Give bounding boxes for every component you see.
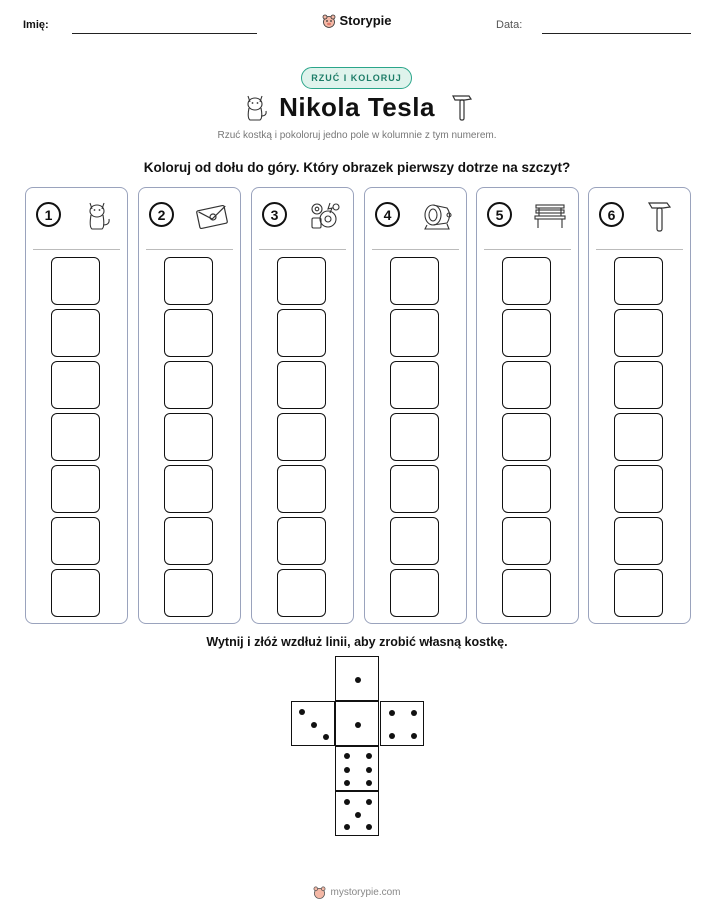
color-cell[interactable] <box>502 257 551 305</box>
date-label: Data: <box>496 19 523 31</box>
color-cell[interactable] <box>502 361 551 409</box>
dice-pip <box>344 780 350 786</box>
color-cell[interactable] <box>614 465 663 513</box>
color-cell[interactable] <box>164 569 213 617</box>
dice-pip <box>411 733 417 739</box>
color-cell[interactable] <box>51 257 100 305</box>
column-divider <box>146 249 233 250</box>
color-cell[interactable] <box>390 465 439 513</box>
dice-face-5 <box>335 791 379 836</box>
dice-pip <box>366 824 372 830</box>
color-cell[interactable] <box>614 257 663 305</box>
dice-face-4 <box>380 701 424 746</box>
question-heading: Koloruj od dołu do góry. Który obrazek pierwszy dotrze na szczyt? <box>143 160 571 175</box>
activity-badge: RZUĆ I KOLORUJ <box>301 67 412 89</box>
column-number: 1 <box>36 202 61 227</box>
color-cell[interactable] <box>390 361 439 409</box>
color-cell[interactable] <box>51 569 100 617</box>
bench-icon <box>533 198 567 239</box>
color-cell[interactable] <box>502 569 551 617</box>
column-3 <box>251 187 354 624</box>
color-cell[interactable] <box>614 517 663 565</box>
color-cell[interactable] <box>390 309 439 357</box>
column-divider <box>259 249 346 250</box>
dice-pip <box>366 753 372 759</box>
column-4 <box>364 187 467 624</box>
column-divider <box>484 249 571 250</box>
dice-face-1 <box>335 701 379 746</box>
name-field-line[interactable] <box>72 33 257 34</box>
dice-pip <box>344 767 350 773</box>
column-divider <box>596 249 683 250</box>
color-cell[interactable] <box>164 413 213 461</box>
column-header <box>149 202 174 227</box>
color-cell[interactable] <box>51 361 100 409</box>
column-number: 5 <box>487 202 512 227</box>
dice-pip <box>355 812 361 818</box>
column-header <box>599 202 624 227</box>
color-cell[interactable] <box>390 257 439 305</box>
dice-pip <box>323 734 329 740</box>
color-cell[interactable] <box>277 309 326 357</box>
column-5 <box>476 187 579 624</box>
color-cell[interactable] <box>277 413 326 461</box>
motor-icon <box>421 198 455 239</box>
color-cell[interactable] <box>502 465 551 513</box>
column-2 <box>138 187 241 624</box>
dice-pip <box>344 824 350 830</box>
dice-pip <box>344 753 350 759</box>
storypie-logo-icon <box>313 886 326 899</box>
name-label: Imię: <box>23 19 49 31</box>
color-cell[interactable] <box>277 517 326 565</box>
column-header <box>375 202 400 227</box>
color-cell[interactable] <box>614 569 663 617</box>
dice-face-3 <box>291 701 335 746</box>
dice-pip <box>389 710 395 716</box>
color-cell[interactable] <box>51 309 100 357</box>
column-header <box>262 202 287 227</box>
dice-pip <box>355 677 361 683</box>
dice-pip <box>366 799 372 805</box>
color-cell[interactable] <box>277 257 326 305</box>
column-number: 3 <box>262 202 287 227</box>
color-cell[interactable] <box>502 309 551 357</box>
instructions: Rzuć kostką i pokoloruj jedno pole w kolumnie z tym numerem. <box>217 130 497 141</box>
gears-icon <box>308 198 342 239</box>
dice-pip <box>411 710 417 716</box>
color-cell[interactable] <box>277 465 326 513</box>
dice-pip <box>389 733 395 739</box>
column-header <box>487 202 512 227</box>
storypie-logo-icon <box>322 14 336 28</box>
column-number: 2 <box>149 202 174 227</box>
color-cell[interactable] <box>390 517 439 565</box>
column-6 <box>588 187 691 624</box>
dice-pip <box>366 767 372 773</box>
color-cell[interactable] <box>390 569 439 617</box>
date-field-line[interactable] <box>542 33 691 34</box>
hammer-icon <box>645 198 679 239</box>
color-cell[interactable] <box>164 517 213 565</box>
color-cell[interactable] <box>164 257 213 305</box>
footer <box>0 886 714 902</box>
dice-face-1 <box>335 656 379 701</box>
dice-pip <box>344 799 350 805</box>
cat-icon <box>82 198 116 239</box>
hammer-icon <box>451 92 473 122</box>
page-title: Nikola Tesla <box>279 92 435 122</box>
column-number: 6 <box>599 202 624 227</box>
column-1 <box>25 187 128 624</box>
color-cell[interactable] <box>277 569 326 617</box>
column-divider <box>33 249 120 250</box>
color-cell[interactable] <box>390 413 439 461</box>
envelope-icon <box>195 198 229 239</box>
column-header <box>36 202 61 227</box>
color-cell[interactable] <box>614 413 663 461</box>
column-divider <box>372 249 459 250</box>
cut-instruction: Wytnij i złóż wzdłuż linii, aby zrobić własną kostkę. <box>206 635 508 649</box>
color-cell[interactable] <box>614 361 663 409</box>
color-cell[interactable] <box>164 361 213 409</box>
brand-name: Storypie <box>339 13 392 28</box>
color-cell[interactable] <box>502 413 551 461</box>
color-cell[interactable] <box>164 309 213 357</box>
dice-pip <box>366 780 372 786</box>
color-cell[interactable] <box>51 517 100 565</box>
dice-face-6 <box>335 746 379 791</box>
color-cell[interactable] <box>277 361 326 409</box>
dice-pip <box>355 722 361 728</box>
color-cell[interactable] <box>51 413 100 461</box>
brand <box>0 13 714 33</box>
color-cell[interactable] <box>164 465 213 513</box>
footer-url[interactable]: mystorypie.com <box>330 887 401 898</box>
column-number: 4 <box>375 202 400 227</box>
dice-pip <box>311 722 317 728</box>
color-cell[interactable] <box>502 517 551 565</box>
dice-pip <box>299 709 305 715</box>
color-cell[interactable] <box>614 309 663 357</box>
color-cell[interactable] <box>51 465 100 513</box>
